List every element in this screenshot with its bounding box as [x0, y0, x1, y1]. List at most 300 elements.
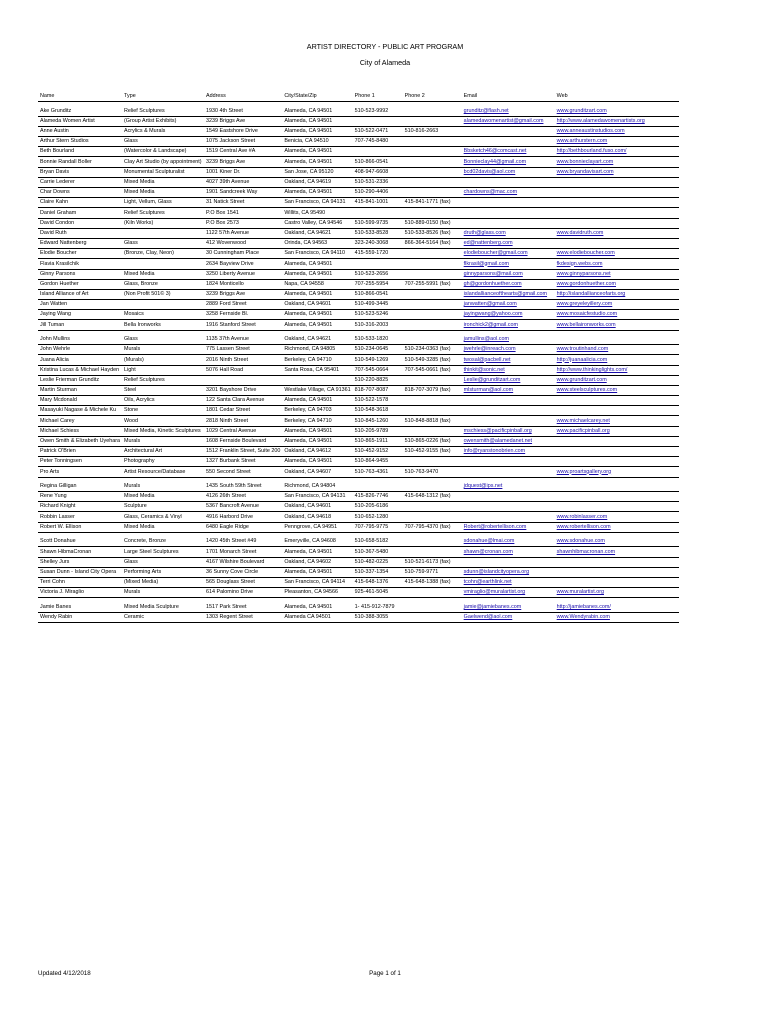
cell-phone2 [403, 375, 462, 385]
cell-web[interactable]: www.bellaironworks.com [555, 320, 679, 330]
cell-web[interactable]: www.sdonahue.com [555, 532, 679, 547]
cell-phone1: 415-826-7746 [353, 492, 403, 502]
cell-phone2 [403, 406, 462, 416]
table-row [38, 598, 679, 613]
cell-name: Jaying Wang [38, 310, 122, 320]
table-row [38, 116, 679, 126]
table-row [38, 218, 679, 228]
cell-type: Acrylics & Murals [122, 126, 204, 136]
cell-type: Mixed Media [122, 177, 204, 187]
cell-name: David Ruth [38, 228, 122, 238]
cell-address: 1435 South 59th Street [204, 477, 282, 492]
cell-phone1: 707-745-8480 [353, 137, 403, 147]
cell-type: Glass, Ceramics & Vinyl [122, 512, 204, 522]
cell-phone2 [403, 137, 462, 147]
cell-phone1: 510-549-1269 [353, 355, 403, 365]
table-row [38, 320, 679, 330]
cell-phone1: 323-240-3068 [353, 238, 403, 248]
cell-email[interactable]: jamie@jamiebanes.com [462, 598, 555, 613]
cell-phone2 [403, 457, 462, 467]
cell-phone2: 866-364-5164 (fax) [403, 238, 462, 248]
cell-type: Relief Sculptures [122, 375, 204, 385]
table-row [38, 577, 679, 587]
cell-email[interactable]: flkrasil@gmail.com [462, 259, 555, 269]
cell-phone1 [353, 259, 403, 269]
cell-city: Alameda, CA 94501 [282, 157, 352, 167]
cell-email[interactable]: owensmith@alamedanet.net [462, 436, 555, 446]
cell-web [555, 457, 679, 467]
cell-email[interactable]: jamullins@aol.com [462, 330, 555, 345]
cell-email [462, 126, 555, 136]
cell-phone1: 510-220-8825 [353, 375, 403, 385]
cell-phone2: 510-521-6173 (fax) [403, 557, 462, 567]
cell-address: 1327 Burbank Street [204, 457, 282, 467]
table-row [38, 238, 679, 248]
cell-web[interactable]: www.grunditzart.com [555, 375, 679, 385]
cell-web[interactable]: shawnhibmacronan.com [555, 547, 679, 557]
cell-phone1: 510-452-9152 [353, 447, 403, 457]
cell-phone1: 510-866-0541 [353, 157, 403, 167]
cell-address: 31 Natick Street [204, 198, 282, 208]
cell-web [555, 577, 679, 587]
cell-address: 3239 Briggs Ave [204, 157, 282, 167]
cell-phone1: 510-522-1578 [353, 396, 403, 406]
cell-phone1 [353, 147, 403, 157]
cell-name: Rene Yung [38, 492, 122, 502]
cell-city: Oakland, CA 94618 [282, 512, 352, 522]
cell-city: Richmond, CA 94805 [282, 345, 352, 355]
table-row [38, 269, 679, 279]
table-row [38, 330, 679, 345]
cell-email[interactable]: druth@glass.com [462, 228, 555, 238]
cell-email[interactable]: info@ryanstonobrien.com [462, 447, 555, 457]
cell-email[interactable]: twosal@pacbell.net [462, 355, 555, 365]
cell-email[interactable]: Robert@robertellison.com [462, 522, 555, 532]
table-row [38, 512, 679, 522]
cell-city: Richmond, CA 94804 [282, 477, 352, 492]
cell-address: 3239 Briggs Ave [204, 116, 282, 126]
cell-web[interactable]: www.gordonhuether.com [555, 279, 679, 289]
cell-type: Oils, Acrylics [122, 396, 204, 406]
cell-phone2: 510-533-8526 (fax) [403, 228, 462, 238]
cell-phone1: 415-841-1001 [353, 198, 403, 208]
cell-phone1: 818-707-8087 [353, 385, 403, 395]
table-row [38, 502, 679, 512]
cell-web[interactable]: www.greyeleyillery.com [555, 300, 679, 310]
cell-phone1 [353, 208, 403, 218]
cell-city: Berkeley, CA 94703 [282, 406, 352, 416]
cell-web [555, 502, 679, 512]
cell-phone1: 510-531-2336 [353, 177, 403, 187]
cell-name: Ake Grunditz [38, 102, 122, 117]
cell-email[interactable]: jwehrle@inreach.com [462, 345, 555, 355]
cell-phone2 [403, 588, 462, 598]
table-row [38, 300, 679, 310]
cell-type: (Bronze, Clay, Neon) [122, 249, 204, 259]
cell-web[interactable]: http://jamiebanes.com/ [555, 598, 679, 613]
cell-email [462, 512, 555, 522]
cell-web[interactable]: www.pacificpinball.org [555, 426, 679, 436]
cell-address: 1519 Central Ave #A [204, 147, 282, 157]
cell-phone2 [403, 116, 462, 126]
table-row [38, 289, 679, 299]
cell-phone1: 510-482-0225 [353, 557, 403, 567]
cell-web[interactable]: www.steelsculptures.com [555, 385, 679, 395]
cell-web[interactable]: http://juanaalicia.com [555, 355, 679, 365]
table-row [38, 406, 679, 416]
cell-city: Oakland, CA 94621 [282, 330, 352, 345]
cell-type: (Non Profit 501© 3) [122, 289, 204, 299]
cell-email[interactable]: islandallianceofthearts@gmail.com [462, 289, 555, 299]
cell-phone1: 415-648-1376 [353, 577, 403, 587]
cell-phone2 [403, 300, 462, 310]
cell-city: Berkeley, CA 94710 [282, 416, 352, 426]
cell-address: 1135 37th Avenue [204, 330, 282, 345]
table-row [38, 188, 679, 198]
cell-web[interactable]: http://www.thinkinglights.com/ [555, 365, 679, 375]
cell-name: Michael Schiess [38, 426, 122, 436]
cell-address: 1916 Stanford Street [204, 320, 282, 330]
cell-type: Mixed Media, Kinetic Sculptures [122, 426, 204, 436]
cell-name: Patrick O'Brien [38, 447, 122, 457]
cell-type [122, 300, 204, 310]
cell-name: Richard Knight [38, 502, 122, 512]
cell-phone2 [403, 157, 462, 167]
cell-web[interactable]: www.ginnyparsons.net [555, 269, 679, 279]
cell-name: Char Downs [38, 188, 122, 198]
cell-email[interactable]: gh@gordonhuether.com [462, 279, 555, 289]
cell-address: 1549 Eastshore Drive [204, 126, 282, 136]
cell-phone2: 510-848-8818 (fax) [403, 416, 462, 426]
cell-phone1: 707-255-5954 [353, 279, 403, 289]
cell-email[interactable]: Gaelwend@aol.com [462, 612, 555, 622]
cell-web[interactable]: www.proartsgallery.org [555, 467, 679, 477]
cell-phone2 [403, 532, 462, 547]
cell-name: Robbin Lasser [38, 512, 122, 522]
column-header-type: Type [122, 92, 204, 102]
table-row [38, 249, 679, 259]
cell-name: Robert W. Ellison [38, 522, 122, 532]
cell-type: Photography [122, 457, 204, 467]
table-row [38, 355, 679, 365]
cell-name: Anne Austin [38, 126, 122, 136]
cell-web[interactable]: www.arthurstern.com [555, 137, 679, 147]
cell-email [462, 208, 555, 218]
cell-email[interactable]: Bbsketch46@comcast.net [462, 147, 555, 157]
cell-web[interactable]: http://www.alamedawomenartists.org [555, 116, 679, 126]
cell-type [122, 228, 204, 238]
cell-phone1: 415-559-1720 [353, 249, 403, 259]
cell-type: Relief Sculptures [122, 208, 204, 218]
cell-city: Oakland, CA 94601 [282, 502, 352, 512]
cell-web [555, 208, 679, 218]
cell-email [462, 218, 555, 228]
cell-address: P.O Box 2573 [204, 218, 282, 228]
cell-type: Large Steel Sculptures [122, 547, 204, 557]
table-row [38, 467, 679, 477]
cell-email[interactable]: elodieboucher@gmail.com [462, 249, 555, 259]
cell-email[interactable]: sdonahue@lmai.com [462, 532, 555, 547]
cell-type [122, 259, 204, 269]
cell-email[interactable]: jayingwang@yahoo.com [462, 310, 555, 320]
cell-web[interactable]: www.bryandavisart.com [555, 167, 679, 177]
cell-address: 4916 Harbord Drive [204, 512, 282, 522]
cell-phone2 [403, 289, 462, 299]
cell-phone2 [403, 259, 462, 269]
table-row [38, 157, 679, 167]
cell-name: Alameda Women Artist [38, 116, 122, 126]
cell-type: Steel [122, 385, 204, 395]
cell-email[interactable]: shawn@cronan.com [462, 547, 555, 557]
cell-web[interactable]: www.muralartist.org [555, 588, 679, 598]
cell-email [462, 557, 555, 567]
cell-name: Jan Watten [38, 300, 122, 310]
table-row [38, 588, 679, 598]
cell-email[interactable]: chardowns@mac.com [462, 188, 555, 198]
cell-phone2: 818-707-3079 (fax) [403, 385, 462, 395]
cell-address: 30 Cunningham Place [204, 249, 282, 259]
cell-phone1: 510-658-5182 [353, 532, 403, 547]
cell-phone1: 707-545-0664 [353, 365, 403, 375]
cell-type: (Group Artist Exhibits) [122, 116, 204, 126]
cell-phone1: 510-522-0471 [353, 126, 403, 136]
cell-type: Light [122, 365, 204, 375]
cell-phone1: 510-523-9992 [353, 102, 403, 117]
cell-web[interactable]: www.bonnieclayart.com [555, 157, 679, 167]
cell-phone2 [403, 188, 462, 198]
cell-address: 1122 57th Avenue [204, 228, 282, 238]
cell-name: Scott Donahue [38, 532, 122, 547]
table-row [38, 310, 679, 320]
cell-web[interactable]: http://islandallianceofarts.org [555, 289, 679, 299]
cell-email[interactable]: mschiess@pacificpinball.org [462, 426, 555, 436]
cell-name: Jill Tuman [38, 320, 122, 330]
cell-web[interactable]: www.robertellison.com [555, 522, 679, 532]
cell-city: Santa Rosa, CA 95401 [282, 365, 352, 375]
cell-phone1 [353, 116, 403, 126]
cell-type: Mixed Media Sculpture [122, 598, 204, 613]
cell-name: Island Alliance of Art [38, 289, 122, 299]
cell-phone2 [403, 330, 462, 345]
cell-address: 2889 Ford Street [204, 300, 282, 310]
cell-phone1: 510-337-1354 [353, 567, 403, 577]
cell-city: Oakland, CA 94602 [282, 557, 352, 567]
table-row [38, 208, 679, 218]
cell-web[interactable]: www.mosaicfestudio.com [555, 310, 679, 320]
cell-type: Mixed Media [122, 492, 204, 502]
cell-email[interactable]: sdunn@islandcityopera.org [462, 567, 555, 577]
cell-name: Wendy Rabin [38, 612, 122, 622]
cell-web[interactable]: www.davidruth.com [555, 228, 679, 238]
cell-web[interactable]: www.troutinhand.com [555, 345, 679, 355]
cell-city: San Jose, CA 95120 [282, 167, 352, 177]
cell-web [555, 188, 679, 198]
cell-phone2 [403, 320, 462, 330]
cell-city: Alameda, CA 94501 [282, 147, 352, 157]
cell-name: Jamie Banes [38, 598, 122, 613]
cell-type: Sculpture [122, 502, 204, 512]
cell-name: Bonnie Randall Boller [38, 157, 122, 167]
table-body [38, 102, 679, 623]
cell-address: 1303 Regent Street [204, 612, 282, 622]
cell-type: (Watercolor & Landscape) [122, 147, 204, 157]
cell-web[interactable]: http://bethbourland.fuso.com/ [555, 147, 679, 157]
cell-phone1: 510-499-3445 [353, 300, 403, 310]
cell-type: Performing Arts [122, 567, 204, 577]
cell-name: Susan Dunn - Island City Opera [38, 567, 122, 577]
column-header-phone1: Phone 1 [353, 92, 403, 102]
cell-web[interactable]: www.grunditzart.com [555, 102, 679, 117]
cell-email[interactable]: ironchick2@gmail.com [462, 320, 555, 330]
column-header-phone2: Phone 2 [403, 92, 462, 102]
cell-email[interactable]: janwatten@gmail.com [462, 300, 555, 310]
cell-address: 1512 Franklin Street, Suite 200 [204, 447, 282, 457]
cell-phone2: 415-648-1388 (fax) [403, 577, 462, 587]
cell-email [462, 416, 555, 426]
cell-type: Mixed Media [122, 269, 204, 279]
cell-phone1: 408-947-6608 [353, 167, 403, 177]
cell-phone2 [403, 502, 462, 512]
page-number: Page 1 of 1 [369, 970, 401, 977]
cell-web [555, 557, 679, 567]
table-row [38, 426, 679, 436]
cell-phone2: 415-841-1771 (fax) [403, 198, 462, 208]
cell-address: P.O Box 1541 [204, 208, 282, 218]
cell-email[interactable]: grunditz@flash.net [462, 102, 555, 117]
cell-type: (Murals) [122, 355, 204, 365]
cell-type: Glass, Bronze [122, 279, 204, 289]
cell-web[interactable]: www.Wendyrabin.com [555, 612, 679, 622]
cell-city: San Francisco, CA 94110 [282, 249, 352, 259]
cell-phone1: 510-533-1820 [353, 330, 403, 345]
cell-address: 4126 26th Street [204, 492, 282, 502]
cell-city: Napa, CA 94558 [282, 279, 352, 289]
cell-name: Ginny Parsons [38, 269, 122, 279]
table-row [38, 167, 679, 177]
cell-city: Oakland, CA 94619 [282, 177, 352, 187]
cell-email [462, 198, 555, 208]
cell-city: San Francisco, CA 94131 [282, 198, 352, 208]
cell-city: Orinda, CA 94563 [282, 238, 352, 248]
cell-city: Oakland, CA 94601 [282, 300, 352, 310]
cell-email[interactable]: alamedawomenartist@gmail.com [462, 116, 555, 126]
cell-name: Pro Arts [38, 467, 122, 477]
cell-email [462, 457, 555, 467]
cell-city: Alameda, CA 94501 [282, 436, 352, 446]
cell-phone2: 510-759-9771 [403, 567, 462, 577]
cell-phone1: 510-845-1260 [353, 416, 403, 426]
table-row [38, 365, 679, 375]
cell-email[interactable]: thinkit@sonic.net [462, 365, 555, 375]
cell-phone2 [403, 310, 462, 320]
cell-city: Penngrove, CA 94951 [282, 522, 352, 532]
cell-email [462, 467, 555, 477]
cell-phone2: 510-865-0226 (fax) [403, 436, 462, 446]
cell-email[interactable]: tcohn@earthlink.net [462, 577, 555, 587]
table-row [38, 198, 679, 208]
cell-email[interactable]: ed@nattenberg.com [462, 238, 555, 248]
cell-name: Bryan Davis [38, 167, 122, 177]
cell-web[interactable]: www.michaelcarey.net [555, 416, 679, 426]
cell-address: 36 Sunny Cove Circle [204, 567, 282, 577]
table-row [38, 396, 679, 406]
cell-name: Carrie Lederer [38, 177, 122, 187]
cell-email[interactable]: mlsturman@aol.com [462, 385, 555, 395]
cell-city: Castro Valley, CA 94546 [282, 218, 352, 228]
cell-type: Murals [122, 588, 204, 598]
cell-type: (Mixed Media) [122, 577, 204, 587]
cell-name: Juana Alicia [38, 355, 122, 365]
cell-city [282, 375, 352, 385]
cell-phone1: 707-795-9775 [353, 522, 403, 532]
cell-address: 1801 Cedar Street [204, 406, 282, 416]
cell-web[interactable]: www.anneaustinstudios.com [555, 126, 679, 136]
cell-city: Alameda, CA 94501 [282, 396, 352, 406]
cell-email[interactable]: vmiraglio@muralartist.org [462, 588, 555, 598]
cell-name: David Condon [38, 218, 122, 228]
cell-city: San Francisco, CA 94114 [282, 577, 352, 587]
table-row [38, 567, 679, 577]
cell-phone2 [403, 396, 462, 406]
cell-web[interactable]: www.elodieboucher.com [555, 249, 679, 259]
cell-web[interactable]: fkdesign.webs.com [555, 259, 679, 269]
document-title: ARTIST DIRECTORY - PUBLIC ART PROGRAM [306, 42, 464, 51]
cell-type: Bella Ironworks [122, 320, 204, 330]
cell-address: 3201 Bayshore Drive [204, 385, 282, 395]
cell-city: Oakland, CA 94621 [282, 228, 352, 238]
cell-city: Alameda, CA 94501 [282, 289, 352, 299]
table-row [38, 102, 679, 117]
cell-phone2 [403, 477, 462, 492]
cell-email[interactable]: jdquest@ips.net [462, 477, 555, 492]
cell-address: 2634 Bayview Drive [204, 259, 282, 269]
cell-city: Oakland, CA 94612 [282, 447, 352, 457]
cell-web [555, 406, 679, 416]
table-row [38, 416, 679, 426]
table-row [38, 147, 679, 157]
table-row [38, 375, 679, 385]
cell-web[interactable]: www.robinlasser.com [555, 512, 679, 522]
cell-type: Artist Resource/Database [122, 467, 204, 477]
cell-phone2: 707-795-4370 (fax) [403, 522, 462, 532]
cell-email[interactable]: Leslie@grunditzart.com [462, 375, 555, 385]
cell-email[interactable]: ginnyparsons@mail.com [462, 269, 555, 279]
cell-phone1: 510-367-5480 [353, 547, 403, 557]
cell-name: Arthur Stern Studios [38, 137, 122, 147]
cell-type: Murals [122, 436, 204, 446]
table-row [38, 457, 679, 467]
cell-name: Elodie Boucher [38, 249, 122, 259]
cell-name: Michael Carey [38, 416, 122, 426]
cell-phone2: 707-545-0661 (fax) [403, 365, 462, 375]
cell-phone2: 510-452-9155 (fax) [403, 447, 462, 457]
cell-phone2: 707-255-5991 (fax) [403, 279, 462, 289]
cell-web [555, 477, 679, 492]
column-header-name: Name [38, 92, 122, 102]
cell-address: 1701 Monarch Street [204, 547, 282, 557]
cell-email[interactable]: bcd02davis@aol.com [462, 167, 555, 177]
cell-phone2 [403, 177, 462, 187]
cell-email[interactable]: Bonnieclay44@gmail.com [462, 157, 555, 167]
cell-city: Alameda, CA 94501 [282, 567, 352, 577]
cell-city: Alameda, CA 94501 [282, 116, 352, 126]
artist-directory-table [38, 92, 679, 623]
table-row [38, 492, 679, 502]
cell-name: Gordon Huether [38, 279, 122, 289]
cell-address: 122 Santa Clara Avenue [204, 396, 282, 406]
cell-address: 1517 Park Street [204, 598, 282, 613]
cell-type: Glass [122, 330, 204, 345]
